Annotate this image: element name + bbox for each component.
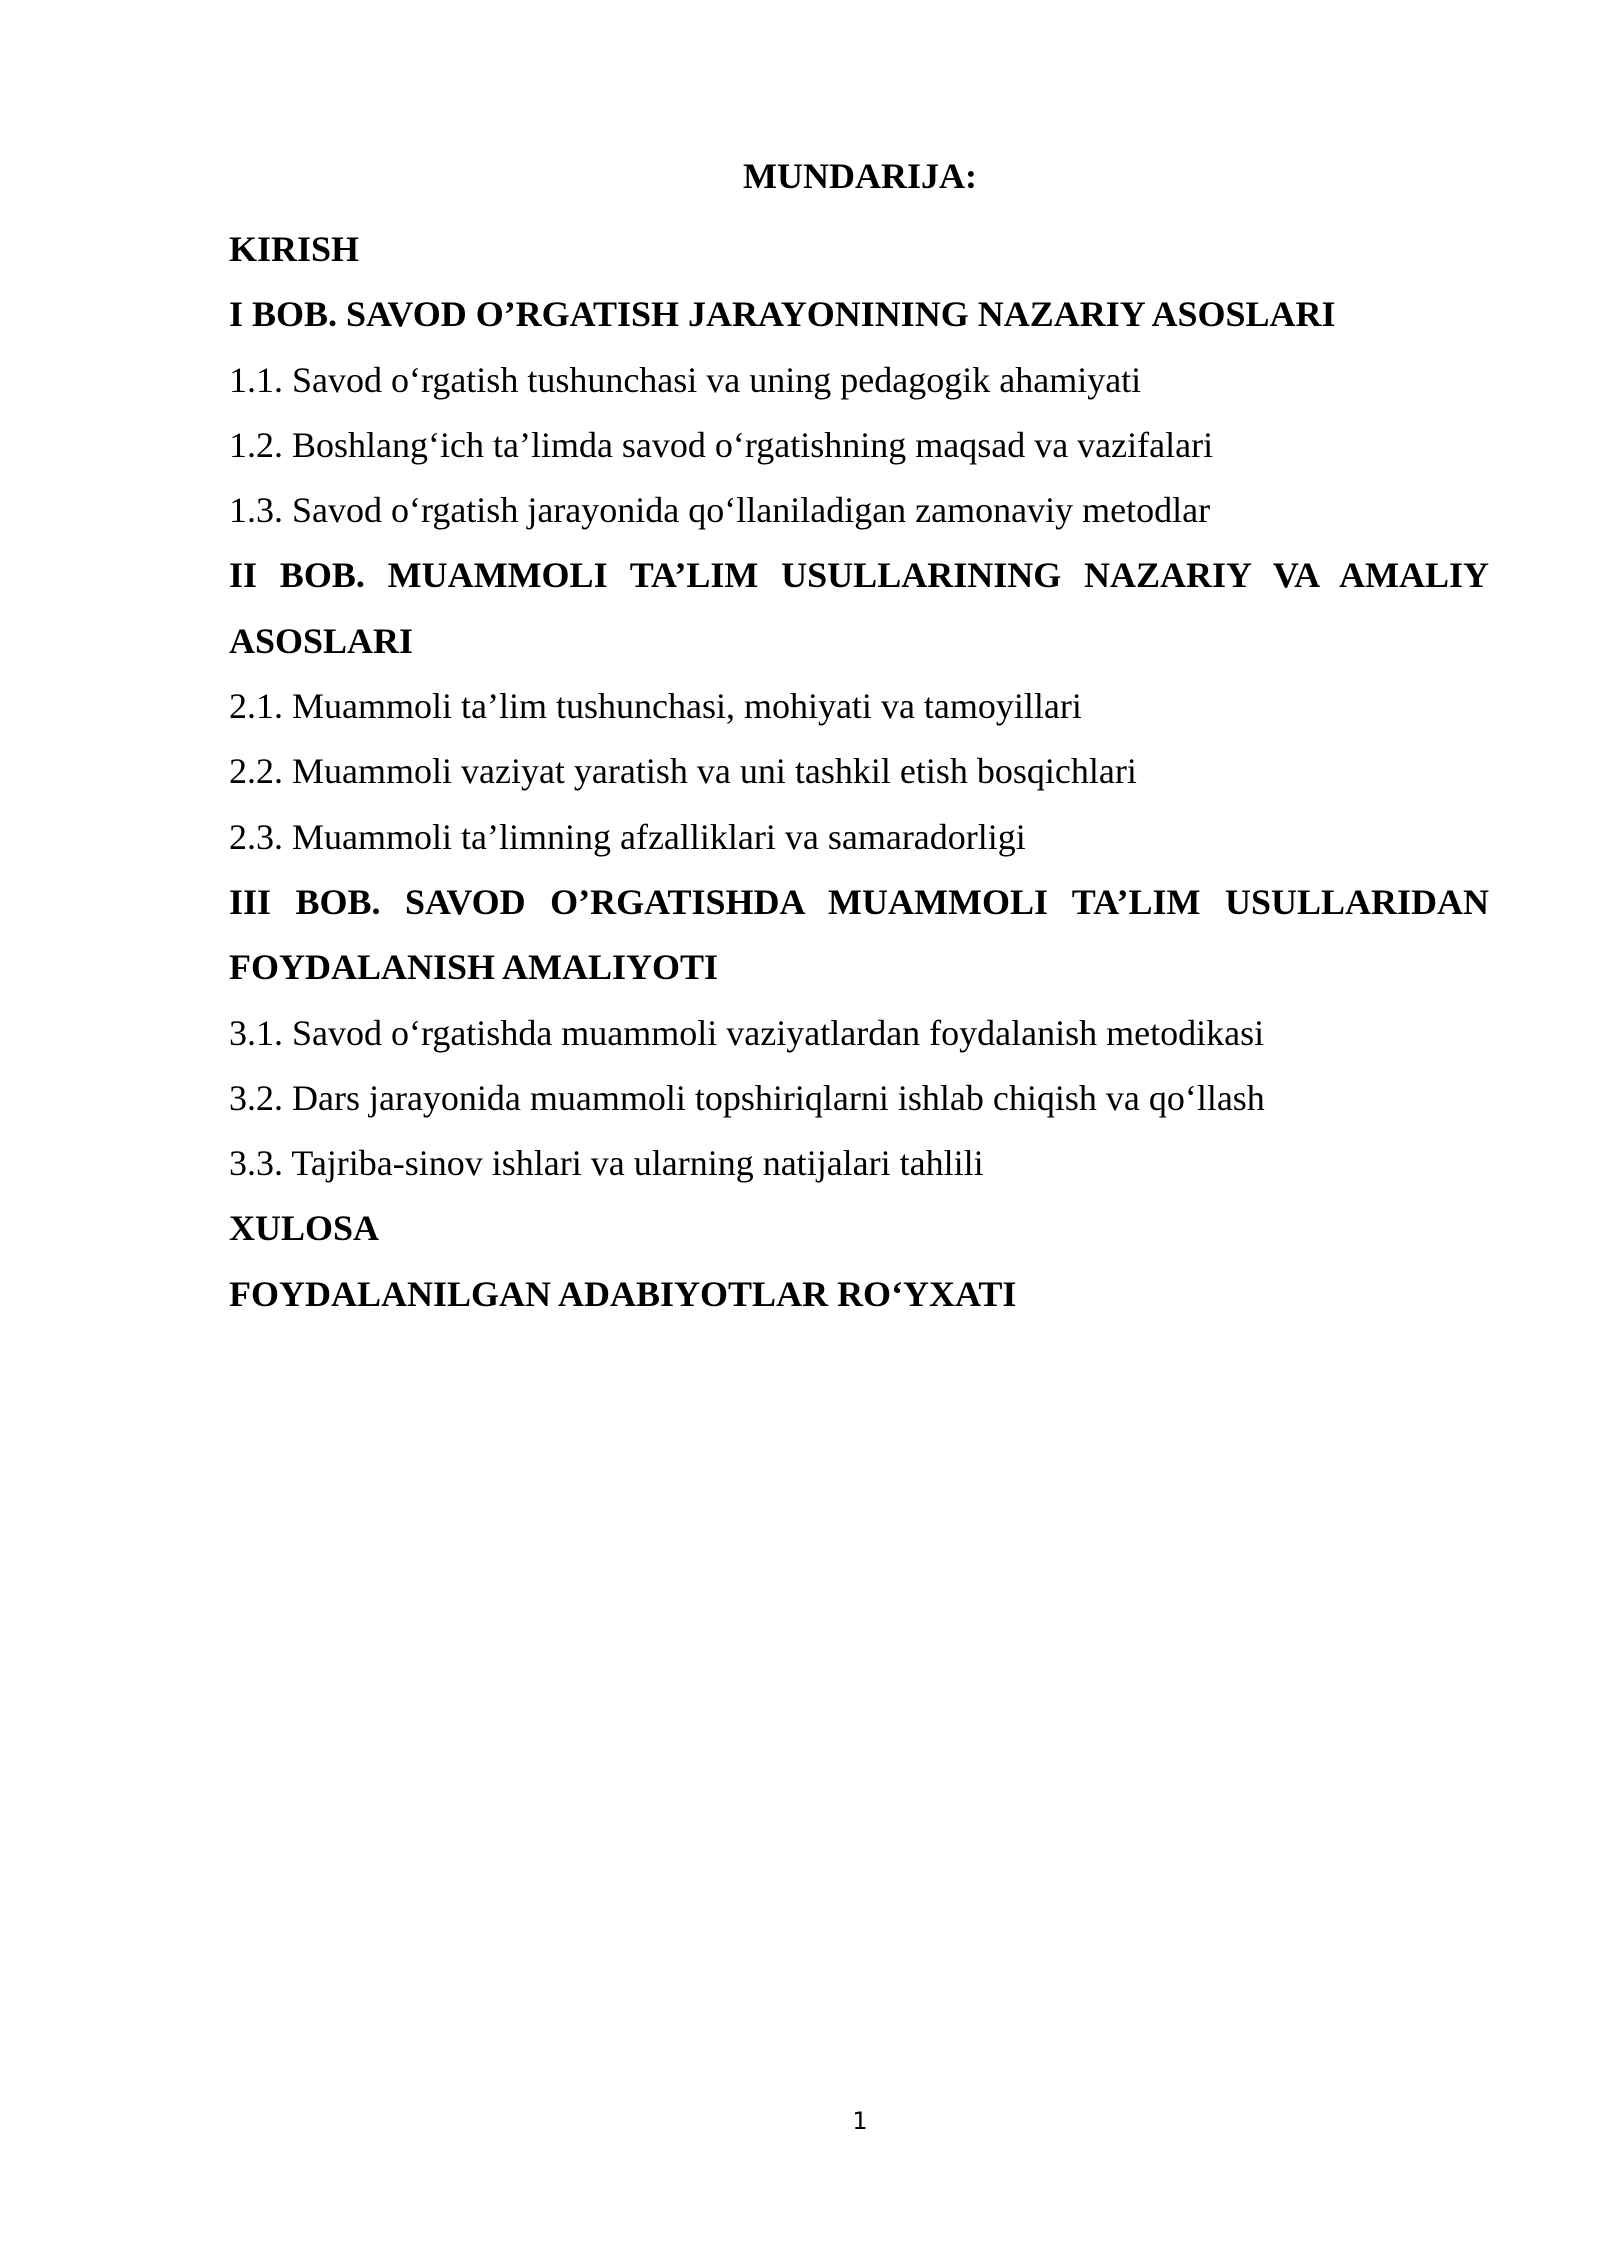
- toc-list: [229, 217, 1489, 1327]
- toc-subsection: 2.1. Muammoli ta’lim tushunchasi, mohiyati va tamoyillari: [229, 686, 1082, 727]
- toc-heading: II BOB. MUAMMOLI TA’LIM USULLARINING NAZARIY VA AMALIY: [229, 555, 1489, 596]
- toc-title: MUNDARIJA:: [743, 156, 977, 196]
- toc-subsection: 1.3. Savod o‘rgatish jarayonida qo‘llaniladigan zamonaviy metodlar: [229, 490, 1211, 531]
- toc-subsection: 1.1. Savod o‘rgatish tushunchasi va uning pedagogik ahamiyati: [229, 359, 1142, 400]
- toc-heading: I BOB. SAVOD O’RGATISH JARAYONINING NAZARIY ASOSLARI: [229, 294, 1336, 335]
- page-number: 1: [852, 2107, 868, 2135]
- toc-heading: ASOSLARI: [229, 620, 414, 661]
- toc-subsection: 3.2. Dars jarayonida muammoli topshiriqlarni ishlab chiqish va qo‘llash: [229, 1077, 1265, 1118]
- toc-subsection: 3.3. Tajriba-sinov ishlari va ularning natijalari tahlili: [229, 1143, 984, 1184]
- toc-subsection: 3.1. Savod o‘rgatishda muammoli vaziyatlardan foydalanish metodikasi: [229, 1012, 1265, 1053]
- toc-heading: KIRISH: [229, 229, 360, 269]
- toc-heading: FOYDALANILGAN ADABIYOTLAR RO‘YXATI: [229, 1273, 1017, 1314]
- toc-subsection: 2.2. Muammoli vaziyat yaratish va uni tashkil etish bosqichlari: [229, 751, 1137, 792]
- toc-subsection: 2.3. Muammoli ta’limning afzalliklari va samaradorligi: [229, 816, 1026, 857]
- toc-subsection: 1.2. Boshlang‘ich ta’limda savod o‘rgatishning maqsad va vazifalari: [229, 424, 1214, 465]
- toc-heading: XULOSA: [229, 1208, 380, 1249]
- toc-heading: FOYDALANISH AMALIYOTI: [229, 947, 719, 988]
- toc-heading: III BOB. SAVOD O’RGATISHDA MUAMMOLI TA’LIM USULLARIDAN: [229, 881, 1489, 922]
